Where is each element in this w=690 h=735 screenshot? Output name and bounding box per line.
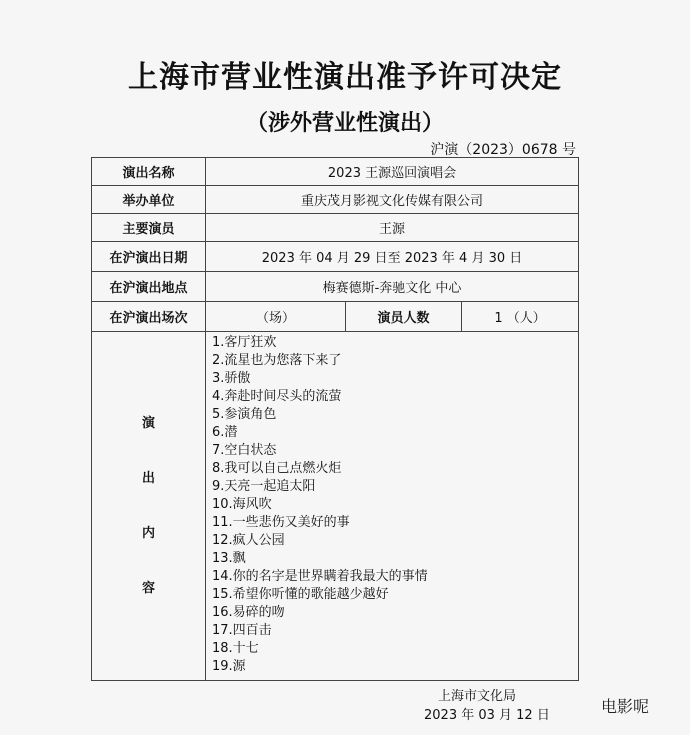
song-item: 17.四百击	[212, 623, 272, 638]
value-performance-name: 2023 王源巡回演唱会	[206, 158, 579, 186]
label-organizer: 举办单位	[92, 186, 206, 214]
content-label-char: 内	[141, 526, 155, 541]
content-label-char: 演	[141, 416, 155, 431]
value-organizer: 重庆茂月影视文化传媒有限公司	[206, 186, 579, 214]
value-shows: （场）	[206, 302, 346, 332]
song-item: 2.流星也为您落下来了	[212, 353, 342, 368]
song-item: 15.希望你听懂的歌能越少越好	[212, 587, 389, 602]
song-item: 13.飘	[212, 551, 246, 566]
document-number: 沪演（2023）0678 号	[430, 142, 576, 158]
value-venue: 梅赛德斯-奔驰文化 中心	[206, 272, 579, 302]
permit-table	[91, 157, 579, 681]
label-performer: 主要演员	[92, 214, 206, 242]
row-organizer	[92, 186, 579, 214]
issue-date: 2023 年 03 月 12 日	[424, 708, 550, 723]
row-content	[92, 332, 579, 681]
value-performer: 王源	[206, 214, 579, 242]
label-performance-name: 演出名称	[92, 158, 206, 186]
value-date: 2023 年 04 月 29 日至 2023 年 4 月 30 日	[206, 242, 579, 272]
song-item: 11.一些悲伤又美好的事	[212, 515, 350, 530]
document-title: 上海市营业性演出准予许可决定	[128, 60, 562, 95]
song-item: 4.奔赴时间尽头的流萤	[212, 389, 342, 404]
song-item: 1.客厅狂欢	[212, 335, 277, 350]
row-performer	[92, 214, 579, 242]
song-item: 9.天亮一起追太阳	[212, 479, 316, 494]
issuing-authority: 上海市文化局	[438, 689, 517, 704]
document-subtitle: （涉外营业性演出）	[245, 111, 444, 136]
song-item: 7.空白状态	[212, 443, 277, 458]
song-item: 19.源	[212, 659, 246, 674]
song-list	[206, 332, 579, 681]
song-item: 12.疯人公园	[212, 533, 285, 548]
label-date: 在沪演出日期	[92, 242, 206, 272]
watermark-text: 电影呢	[601, 697, 650, 716]
song-item: 5.参演角色	[212, 407, 277, 422]
song-item: 8.我可以自己点燃火炬	[212, 461, 342, 476]
row-shows	[92, 302, 579, 332]
song-item: 3.骄傲	[212, 371, 251, 386]
content-label-char: 容	[141, 581, 155, 596]
row-date	[92, 242, 579, 272]
label-content	[92, 332, 206, 681]
row-performance-name	[92, 158, 579, 186]
label-actors: 演员人数	[346, 302, 462, 332]
content-label-char: 出	[141, 471, 155, 486]
value-actors: 1 （人）	[462, 302, 579, 332]
song-item: 6.潜	[212, 425, 238, 440]
song-item: 10.海风吹	[212, 497, 272, 512]
song-item: 18.十七	[212, 641, 259, 656]
row-venue	[92, 272, 579, 302]
label-shows: 在沪演出场次	[92, 302, 206, 332]
song-item: 14.你的名字是世界瞒着我最大的事情	[212, 569, 428, 584]
label-venue: 在沪演出地点	[92, 272, 206, 302]
song-item: 16.易碎的吻	[212, 605, 285, 620]
